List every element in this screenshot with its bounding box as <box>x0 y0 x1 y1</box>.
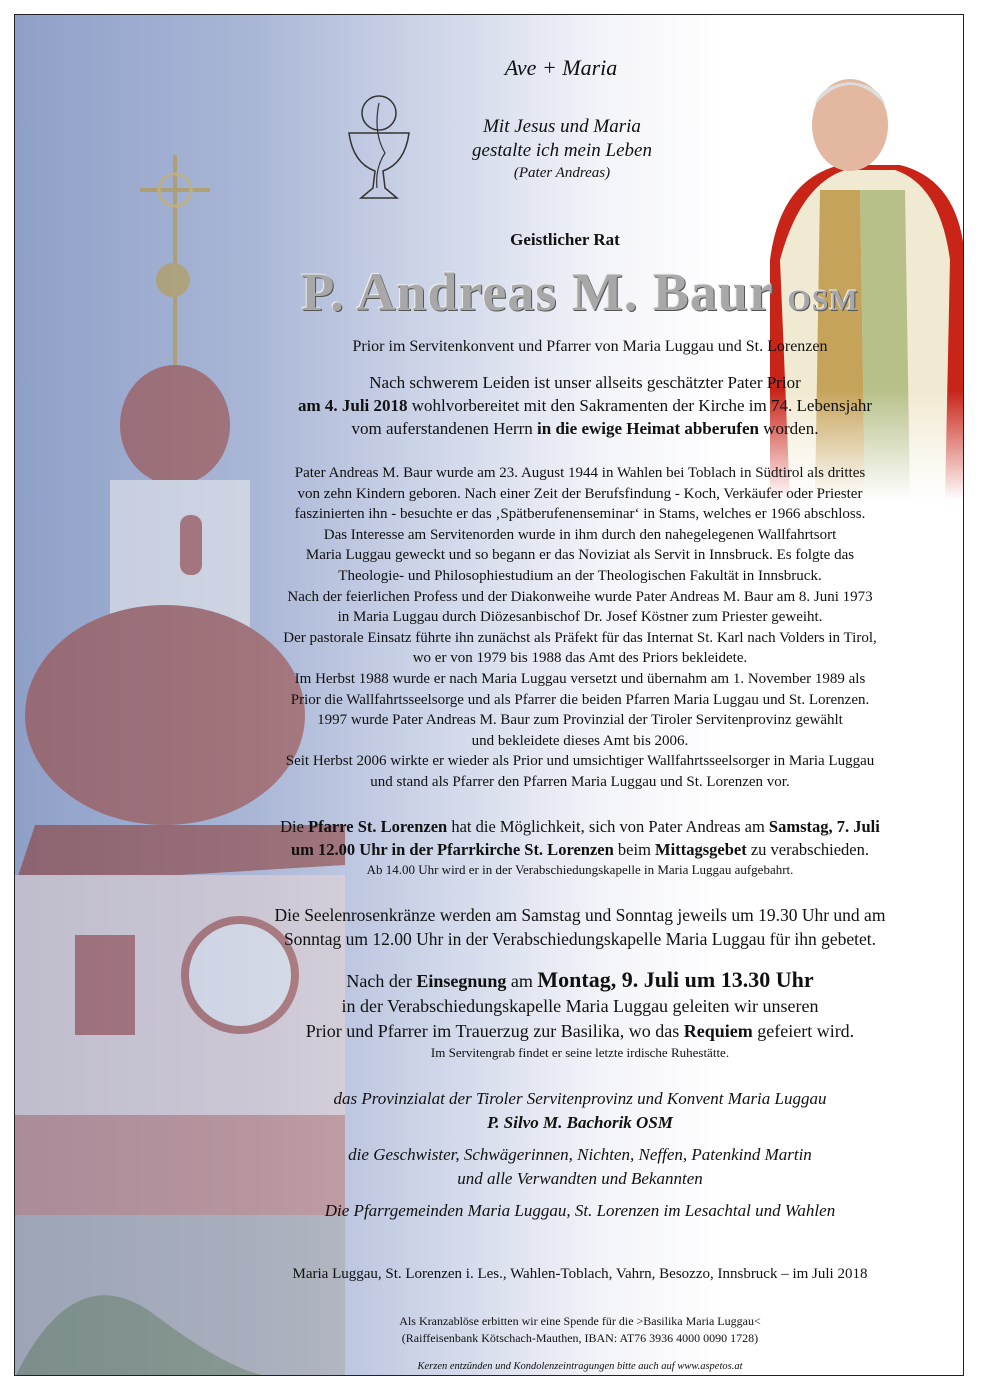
rosary-info <box>195 903 964 951</box>
motto-author: (Pater Andreas) <box>513 165 611 181</box>
biography-line: Prior die Wallfahrtsseelsorge und als Pfarrer die beiden Pfarren Maria Luggau und St. Lorenzen. <box>290 691 870 708</box>
funeral-line: Nach der Einsegnung am Montag, 9. Juli um 13.30 Uhr <box>346 967 814 992</box>
name-text: P. Andreas M. Baur <box>301 262 773 322</box>
farewell-line: um 12.00 Uhr in der Pfarrkirche St. Lorenzen beim Mittagsgebet zu verabschieden. <box>290 840 870 859</box>
name-suffix: OSM <box>787 284 859 317</box>
biography-line: Nach der feierlichen Profess und der Diakonweihe wurde Pater Andreas M. Baur am 8. Juni 1973 <box>287 588 873 605</box>
funeral-note: Im Servitengrab findet er seine letzte irdische Ruhestätte. <box>430 1045 730 1060</box>
funeral-line: in der Verabschiedungskapelle Maria Luggau geleiten wir unseren <box>341 996 819 1016</box>
announcement-line: Nach schwerem Leiden ist unser allseits geschätzter Pater Prior <box>369 373 801 392</box>
biography-line: faszinierten ihn - besuchte er das ‚Spätberufenenseminar‘ in Stams, welches er 1966 abschloss. <box>294 506 866 523</box>
biography-line: Das Interesse am Servitenorden wurde in ihm durch den nahegelegenen Wallfahrtsort <box>323 526 837 543</box>
chalice-icon <box>345 93 413 203</box>
biography-line: Pater Andreas M. Baur wurde am 23. August 1944 in Wahlen bei Toblach in Südtirol als drittes <box>294 465 866 481</box>
biography-line: 1997 wurde Pater Andreas M. Baur zum Provinzial der Tiroler Servitenprovinz gewählt <box>317 712 843 729</box>
motto-line-1: Mit Jesus und Maria <box>483 116 641 137</box>
mourner-line: und alle Verwandten und Bekannten <box>457 1169 703 1188</box>
funeral-line: Prior und Pfarrer im Trauerzug zur Basilika, wo das Requiem gefeiert wird. <box>305 1021 855 1041</box>
subtitle: Prior im Servitenkonvent und Pfarrer von Maria Luggau und St. Lorenzen <box>352 338 828 355</box>
funeral-info <box>195 967 964 1061</box>
mourner-line: das Provinzialat der Tiroler Servitenprovinz und Konvent Maria Luggau <box>333 1089 827 1108</box>
footer-note: Kerzen entzünden und Kondolenzeintragungen bitte auch auf www.aspetos.at <box>417 1361 743 1372</box>
greeting: Ave + Maria <box>504 55 618 80</box>
places: Maria Luggau, St. Lorenzen i. Les., Wahlen-Toblach, Vahrn, Besozzo, Innsbruck – im Juli 2018 <box>292 1266 868 1282</box>
mourners <box>195 1087 964 1223</box>
biography-line: in Maria Luggau durch Diözesanbischof Dr. Josef Köstner zum Priester geweiht. <box>337 609 823 626</box>
announcement <box>185 371 964 440</box>
donation-line: Als Kranzablöse erbitten wir eine Spende für die >Basilika Maria Luggau< <box>399 1314 761 1328</box>
mourner-line: Die Pfarrgemeinden Maria Luggau, St. Lorenzen im Lesachtal und Wahlen <box>324 1201 836 1220</box>
donation-line: (Raiffeisenbank Kötschach-Mauthen, IBAN: AT76 3936 4000 0090 1728) <box>401 1331 759 1345</box>
biography-line: Maria Luggau geweckt und so begann er das Noviziat als Servit in Innsbruck. Es folgte das <box>305 547 855 564</box>
deceased-name <box>195 261 964 323</box>
biography-line: Theologie- und Philosophiestudium an der Theologischen Fakultät in Innsbruck. <box>338 567 822 584</box>
rosary-line: Die Seelenrosenkränze werden am Samstag und Sonntag jeweils um 19.30 Uhr und am <box>274 905 886 925</box>
farewell-line: Die Pfarre St. Lorenzen hat die Möglichkeit, sich von Pater Andreas am Samstag, 7. Juli <box>280 817 880 836</box>
biography-line: und stand als Pfarrer den Pfarren Maria Luggau und St. Lorenzen vor. <box>370 773 790 790</box>
rosary-line: Sonntag um 12.00 Uhr in der Verabschiedungskapelle Maria Luggau für ihn gebetet. <box>283 929 877 949</box>
motto-line-2: gestalte ich mein Leben <box>472 140 652 161</box>
biography-line: Seit Herbst 2006 wirkte er wieder als Prior und umsichtiger Wallfahrtsseelsorger in Maria Luggau <box>285 753 875 770</box>
biography-line: Im Herbst 1988 wurde er nach Maria Luggau versetzt und übernahm am 1. November 1989 als <box>294 670 866 687</box>
obituary-page <box>14 14 964 1376</box>
announcement-line: vom auferstandenen Herrn in die ewige Heimat abberufen worden. <box>351 419 819 438</box>
farewell-info <box>195 815 964 879</box>
biography <box>195 463 964 793</box>
motto <box>427 115 697 183</box>
mourner-line: die Geschwister, Schwägerinnen, Nichten, Neffen, Patenkind Martin <box>348 1145 812 1164</box>
farewell-note: Ab 14.00 Uhr wird er in der Verabschiedungskapelle in Maria Luggau aufgebahrt. <box>366 862 794 877</box>
rank: Geistlicher Rat <box>510 230 620 249</box>
announcement-line: am 4. Juli 2018 wohlvorbereitet mit den Sakramenten der Kirche im 74. Lebensjahr <box>297 396 873 415</box>
biography-line: Der pastorale Einsatz führte ihn zunächst als Präfekt für das Internat St. Karl nach Volders in Tirol, <box>283 629 877 646</box>
biography-line: wo er von 1979 bis 1988 das Amt des Priors bekleidete. <box>412 650 748 667</box>
donation <box>195 1313 964 1347</box>
mourner-line: P. Silvo M. Bachorik OSM <box>487 1113 673 1132</box>
biography-line: von zehn Kindern geboren. Nach einer Zeit der Berufsfindung - Koch, Verkäufer oder Priester <box>297 485 863 502</box>
biography-line: und bekleidete dieses Amt bis 2006. <box>471 732 689 749</box>
